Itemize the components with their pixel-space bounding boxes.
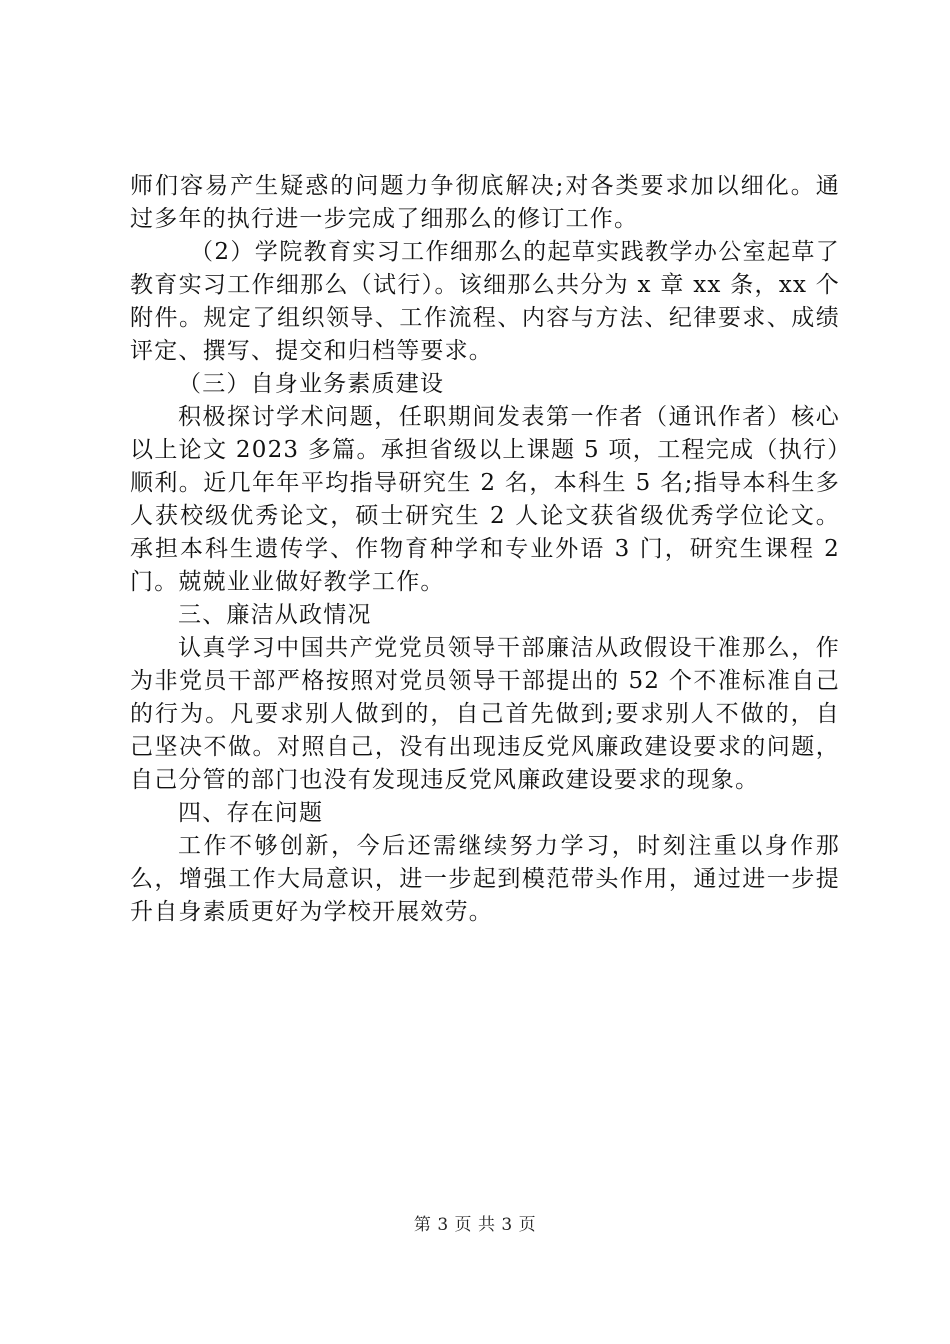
paragraph-problems: 工作不够创新，今后还需继续努力学习，时刻注重以身作那么，增强工作大局意识，进一步起到模范带头作用，通过进一步提升自身素质更好为学校开展效劳。: [130, 833, 840, 925]
paragraph-continuation: 师们容易产生疑惑的问题力争彻底解决;对各类要求加以细化。通过多年的执行进一步完成了细那么的修订工作。: [130, 173, 840, 232]
paragraph-academic-research: 积极探讨学术问题，任职期间发表第一作者（通讯作者）核心以上论文 2023 多篇。承担省级以上课题 5 项，工程完成（执行）顺利。近几年年平均指导研究生 2 名，本科生 5 名;指导本科生多人获校级优秀论文，硕士研究生 2 人论文获省级优秀学位论文。承担本科生遗传学、作物育种学和专业外语 3 门，研究生课程 2 门。兢兢业业做好教学工作。: [130, 404, 840, 595]
page-footer: 第 3 页 共 3 页: [413, 1215, 537, 1235]
paragraph-integrity: 认真学习中国共产党党员领导干部廉洁从政假设干准那么，作为非党员干部严格按照对党员领导干部提出的 52 个不准标准自己的行为。凡要求别人做到的，自己首先做到;要求别人不做的，自己坚决不做。对照自己，没有出现违反党风廉政建设要求的问题，自己分管的部门也没有发现违反党风廉政建设要求的现象。: [130, 635, 840, 793]
section-heading-integrity: 三、廉洁从政情况: [178, 602, 372, 628]
section-heading-professional-quality: （三）自身业务素质建设: [178, 371, 445, 397]
paragraph-internship-rules: （2）学院教育实习工作细那么的起草实践教学办公室起草了教育实习工作细那么（试行）。该细那么共分为 x 章 xx 条，xx 个附件。规定了组织领导、工作流程、内容与方法、纪律要求、成绩评定、撰写、提交和归档等要求。: [130, 239, 840, 364]
section-heading-problems: 四、存在问题: [178, 800, 324, 826]
document-body: [130, 170, 840, 929]
